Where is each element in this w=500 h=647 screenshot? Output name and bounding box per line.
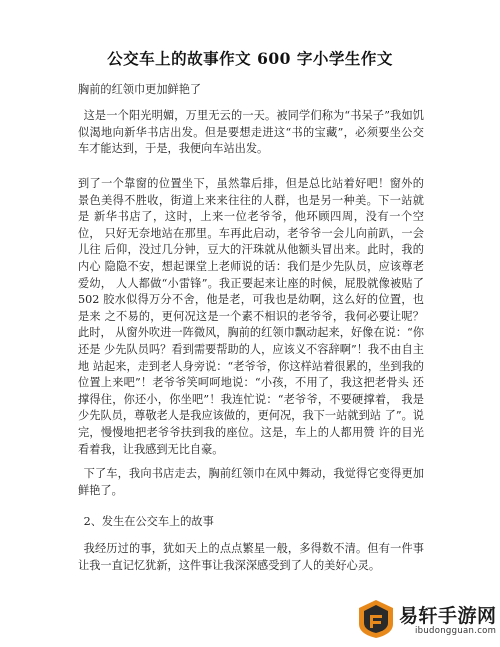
brand-logo-icon — [355, 598, 397, 640]
paragraph-1: 这是一个阳光明媚，万里无云的一天。被同学们称为“书呆子”我如饥似渴地向新华书店出发。但是要想走进这“书的宝藏”，必须要坐公交车才能达到，于是，我便向车站出发。 — [78, 109, 424, 156]
paragraph-3: 下了车，我向书店走去，胸前红领巾在风中舞动，我觉得它变得更加鲜艳了。 — [78, 467, 424, 497]
section-heading: 2、发生在公交车上的故事 — [83, 515, 214, 528]
subtitle: 胸前的红领巾更加鲜艳了 — [78, 83, 202, 96]
document-title: 公交车上的故事作文 600 字小学生作文 — [107, 49, 393, 68]
site-watermark — [355, 596, 500, 647]
watermark-brand: 易轩手游网 — [399, 605, 497, 627]
watermark-url: ibudongguan.com — [415, 626, 497, 636]
paragraph-2: 到了一个靠窗的位置坐下，虽然靠后排，但是总比站着好吧！窗外的 景色美得不胜收，街道上来来往往的人群，也是另一种美。下一站就是 新华书店了，这时，上来一位老爷爷，他环顾四周，没有一个空位， 只好无奈地站在那里。车再此启动，老爷爷一会儿向前趴，一会儿往 后仰，没过几分钟，豆大的汗珠就从他额头冒出来。此时，我的内心 隐隐不安，想起课堂上老师说的话：我们是少先队员，应该尊老爱幼， 人人都做“小雷锋”。我正要起来让座的时候，屁股就像被贴了 502 胶水似得万分不舍，他是老，可我也是幼啊，这么好的位置，也是来 之不易的，更何况这是一个素不相识的老爷爷，我何必要让呢？此时， 从窗外吹进一阵微风，胸前的红领巾飘动起来，好像在说：“你还是 少先队员吗？看到需要帮助的人，应该义不容辞啊”！我不由自主地 站起来，走到老人身旁说：“老爷爷，你这样站着很累的，坐到我的 位置上来吧”！老爷爷笑呵呵地说：“小孩，不用了，我这把老骨头 还撑得住，你还小，你坐吧”！我连忙说：“老爷爷，不要硬撑着， 我是少先队员，尊敬老人是我应该做的，更何况，我下一站就到站 了”。说完，慢慢地把老爷爷扶到我的座位。这是，车上的人都用赞 许的目光看着我，让我感到无比自豪。 — [78, 177, 424, 456]
paragraph-4: 我经历过的事，犹如天上的点点繁星一般，多得数不清。但有一件事让我一直记忆犹新，这件事让我深深感受到了人的美好心灵。 — [78, 542, 424, 572]
